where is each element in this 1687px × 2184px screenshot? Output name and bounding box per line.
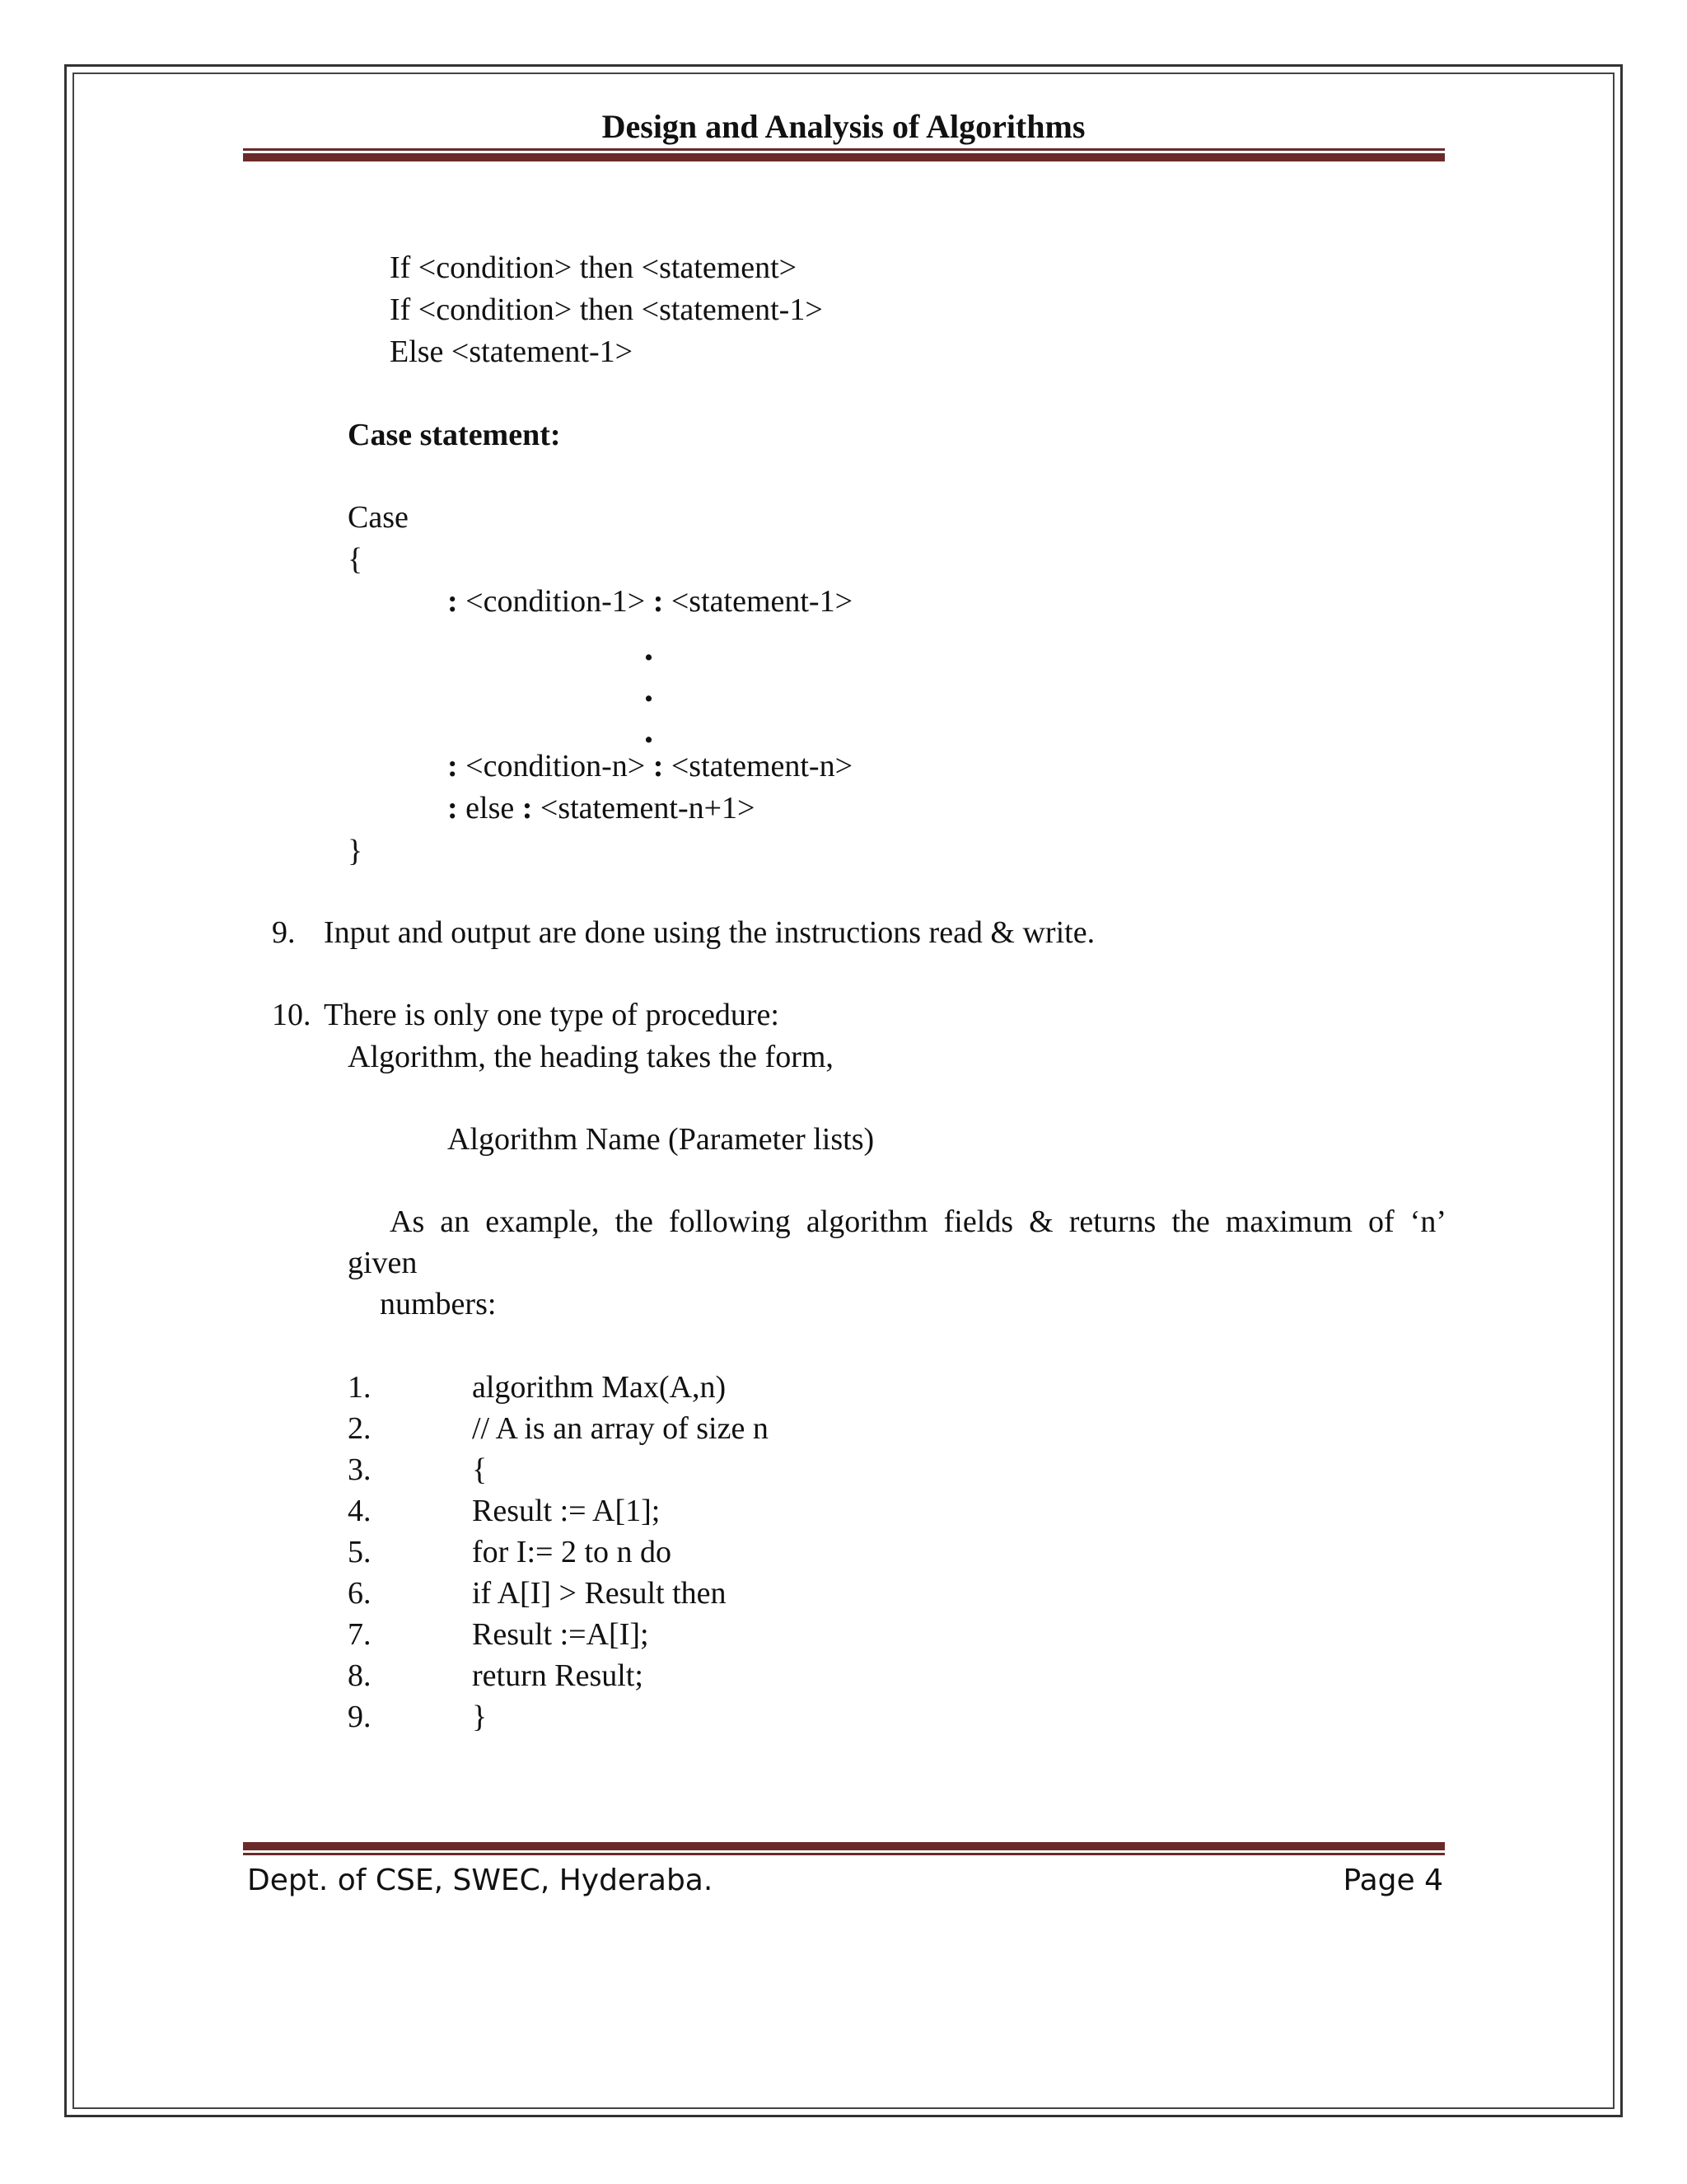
code-line-number: 3. [348,1452,372,1487]
header-rule [243,148,1445,161]
case-keyword: Case [348,500,409,535]
algorithm-heading-form: Algorithm Name (Parameter lists) [447,1122,875,1157]
case-line-n: : <condition-n> : <statement-n> [447,749,853,783]
code-line-text: { [472,1452,488,1487]
example-line-2: given [348,1246,418,1280]
code-line-number: 4. [348,1494,372,1528]
code-line-number: 2. [348,1411,372,1446]
if-line-1: If <condition> then <statement> [390,250,797,285]
code-line-text: if A[I] > Result then [472,1576,727,1611]
case-close-brace: } [348,834,363,868]
case-open-brace: { [348,542,363,577]
code-line-text: return Result; [472,1658,643,1693]
code-line-number: 8. [348,1658,372,1693]
list-item-10-text: There is only one type of procedure: [324,998,779,1032]
code-line-text: Result := A[1]; [472,1494,661,1528]
if-line-2: If <condition> then <statement-1> [390,292,823,327]
footer-rule [243,1842,1445,1855]
code-line-text: // A is an array of size n [472,1411,769,1446]
else-line: Else <statement-1> [390,334,633,369]
code-line-text: } [472,1700,488,1734]
footer-department: Dept. of CSE, SWEC, Hyderaba. [247,1864,713,1897]
case-ellipsis-dot-2: . [644,669,653,709]
code-line-text: algorithm Max(A,n) [472,1370,727,1405]
code-line-number: 7. [348,1617,372,1652]
case-ellipsis-dot-1: . [644,628,653,668]
page-header-title: Design and Analysis of Algorithms [601,108,1086,145]
list-item-10-subtext: Algorithm, the heading takes the form, [348,1040,834,1074]
list-item-10-number: 10. [272,998,311,1032]
page-border-inner [72,72,1615,2109]
case-statement-heading: Case statement: [348,418,561,452]
case-else-line: : else : <statement-n+1> [447,791,755,825]
case-ellipsis-dot-3: . [644,710,653,751]
code-line-text: Result :=A[I]; [472,1617,649,1652]
code-line-text: for I:= 2 to n do [472,1535,672,1569]
code-line-number: 5. [348,1535,372,1569]
list-item-9-number: 9. [272,915,296,950]
list-item-9-text: Input and output are done using the instructions read & write. [324,915,1096,950]
footer-page-number: Page 4 [1343,1864,1443,1897]
code-line-number: 6. [348,1576,372,1611]
example-line-3: numbers: [380,1287,497,1321]
case-line-1: : <condition-1> : <statement-1> [447,584,853,619]
code-line-number: 9. [348,1700,372,1734]
example-line-1: As an example, the following algorithm fields & returns the maximum of ‘n’ [390,1204,1446,1239]
code-line-number: 1. [348,1370,372,1405]
